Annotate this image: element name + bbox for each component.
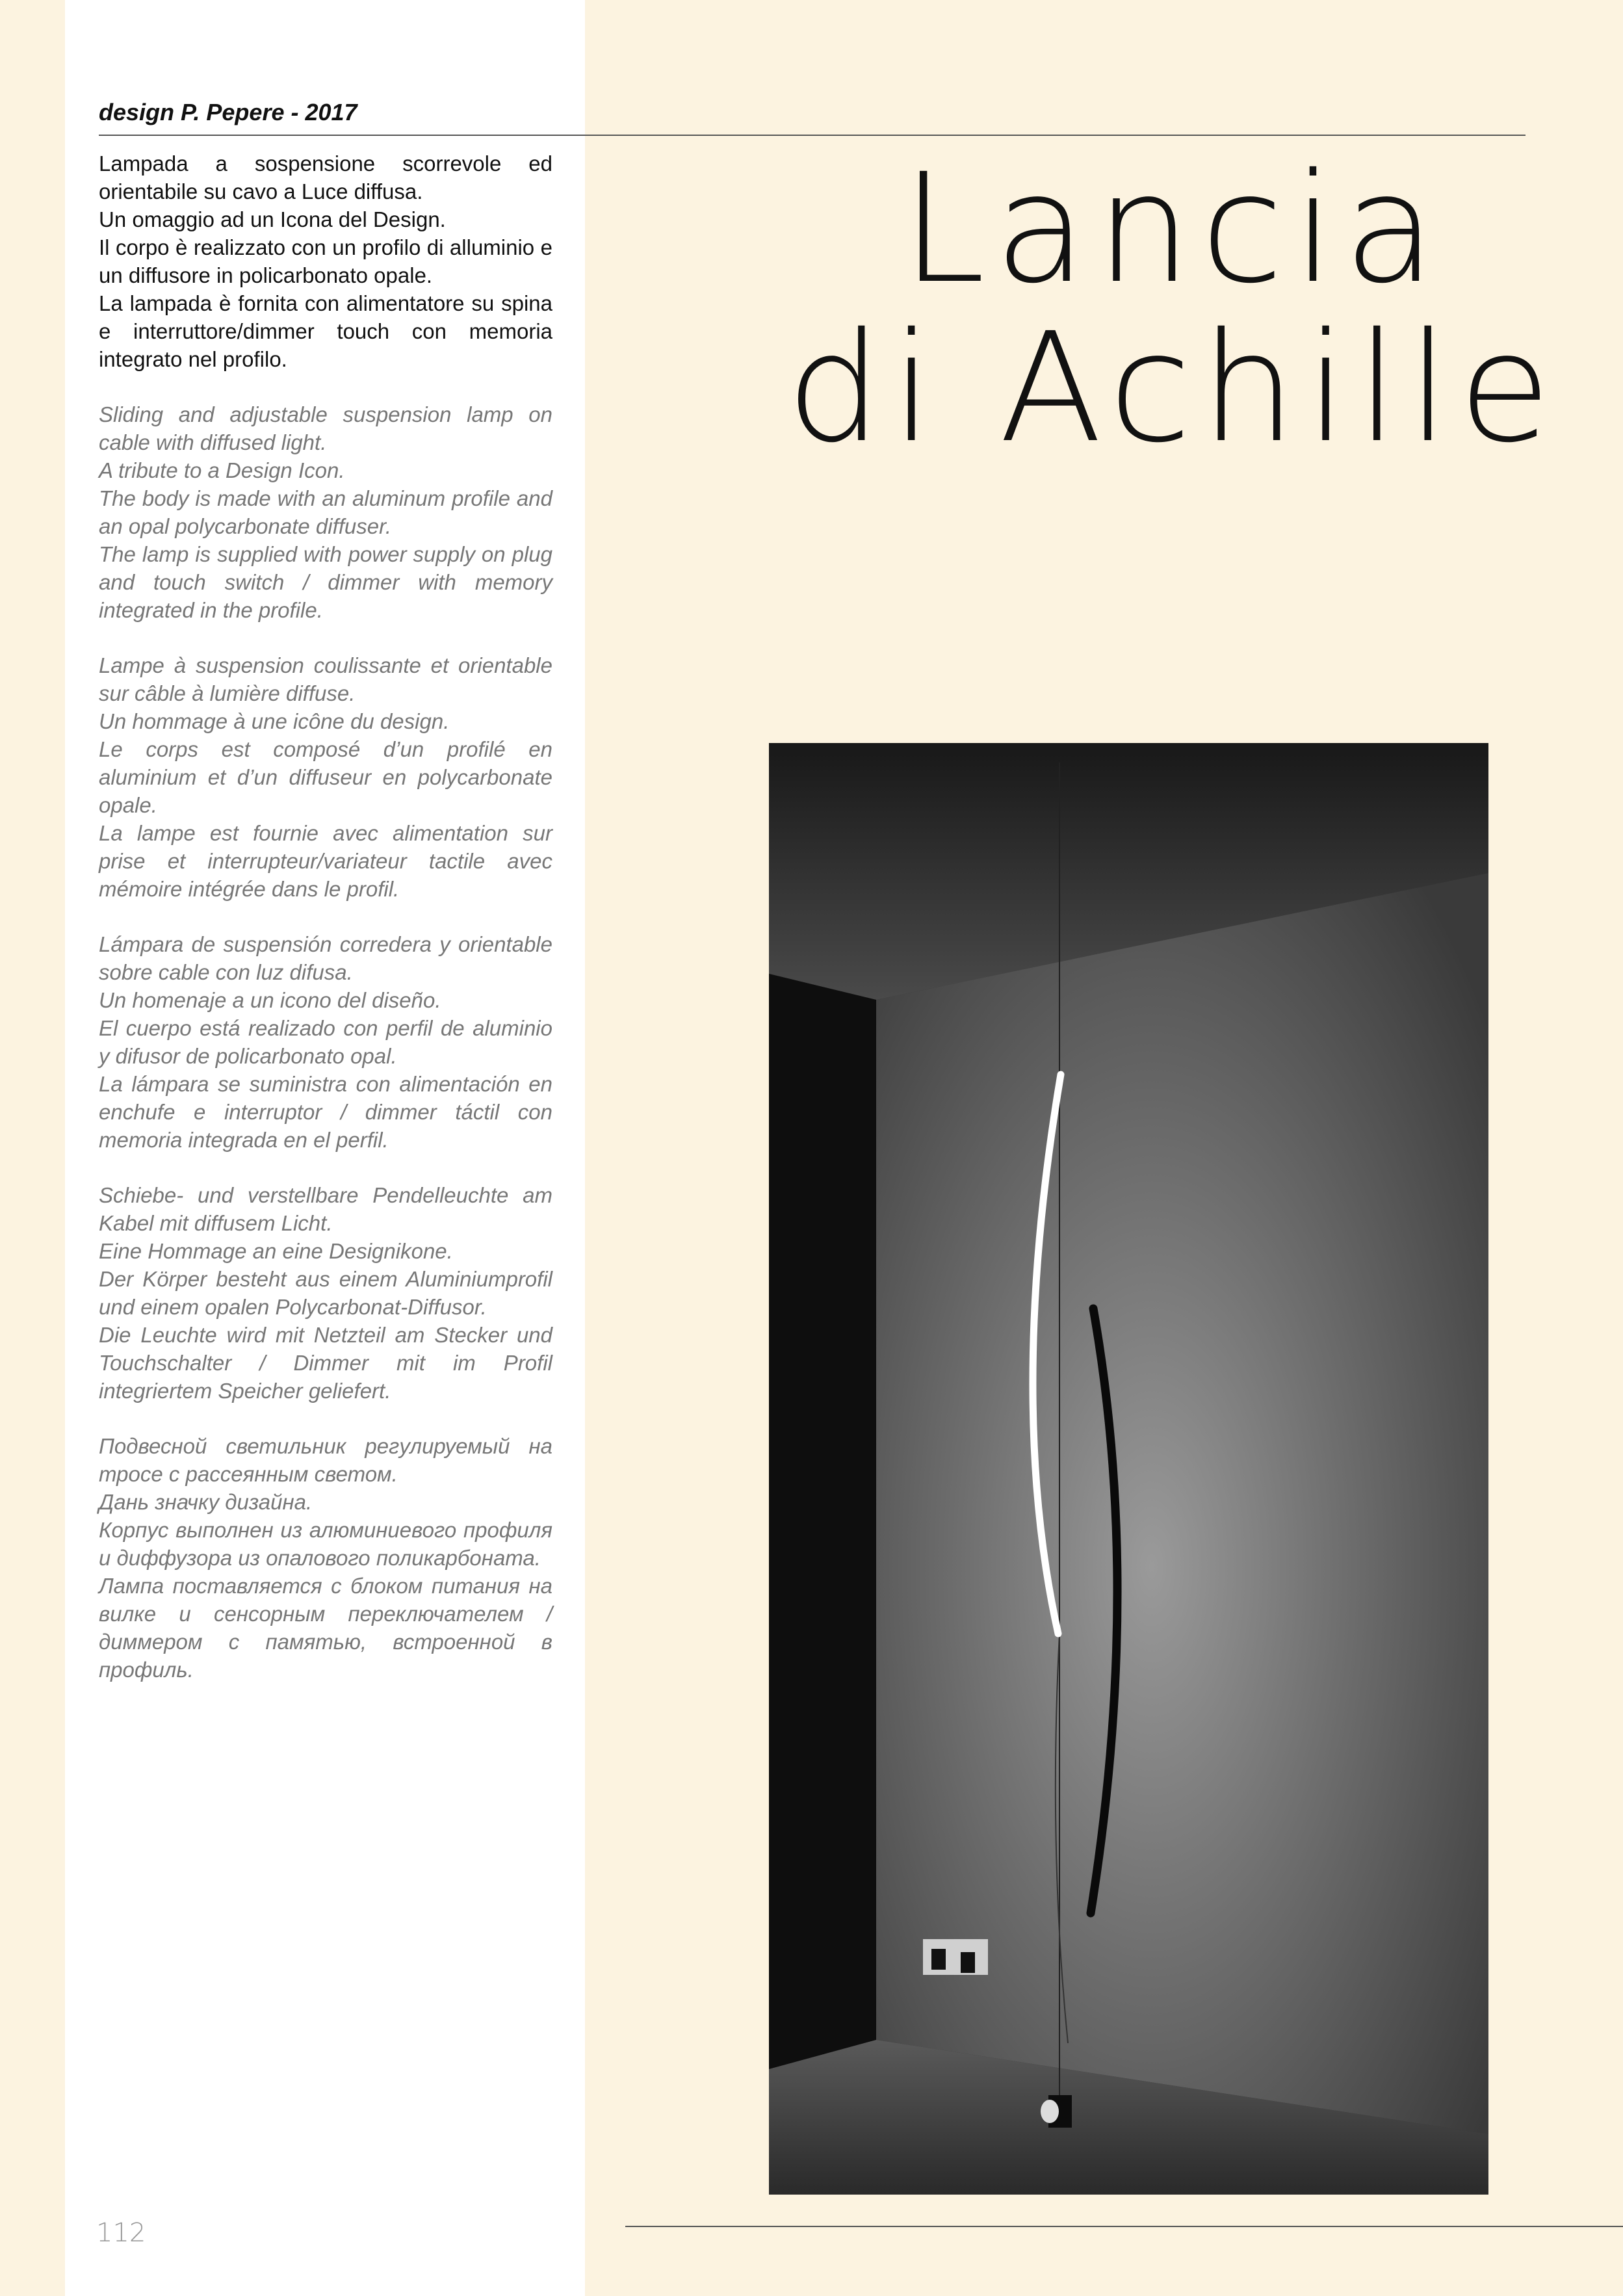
- description-italian: [99, 150, 552, 373]
- description-french: [99, 651, 552, 903]
- description-line: Lampada a sospensione scorrevole ed orientabile su cavo a Luce diffusa.: [99, 151, 552, 203]
- description-spanish: [99, 930, 552, 1154]
- description-line: La lampe est fournie avec alimentation sur prise et interrupteur/variateur tactile avec mémoire intégrée dans le profil.: [99, 821, 552, 901]
- product-title: [741, 141, 1605, 476]
- description-english: [99, 400, 552, 624]
- bottom-divider: [625, 2226, 1623, 2227]
- description-line: Lámpara de suspensión corredera y orientable sobre cable con luz difusa.: [99, 932, 552, 984]
- description-line: Дань значку дизайна.: [99, 1490, 313, 1514]
- power-plug: [1041, 2100, 1059, 2123]
- top-divider: [99, 135, 1526, 136]
- description-russian: [99, 1432, 552, 1684]
- description-german: [99, 1181, 552, 1405]
- page-number: 112: [96, 2218, 146, 2248]
- description-line: Eine Hommage an eine Designikone.: [99, 1239, 453, 1263]
- description-line: Le corps est composé d’un profilé en aluminium et d’un diffuseur en polycarbonate opale.: [99, 737, 552, 817]
- description-line: The lamp is supplied with power supply on plug and touch switch / dimmer with memory integrated in the profile.: [99, 542, 552, 622]
- description-line: Un homenaje a un icono del diseño.: [99, 988, 441, 1012]
- description-line: Der Körper besteht aus einem Aluminiumprofil und einem opalen Polycarbonat-Diffusor.: [99, 1267, 552, 1319]
- product-photo: [769, 743, 1488, 2195]
- description-line: Подвесной светильник регулируемый на тросе с рассеянным светом.: [99, 1434, 552, 1486]
- description-line: Лампа поставляется с блоком питания на вилке и сенсорным переключателем / диммером с памятью, встроенной в профиль.: [99, 1574, 552, 1682]
- title-line-1: Lancia: [901, 141, 1446, 317]
- description-line: Un hommage à une icône du design.: [99, 709, 450, 733]
- description-line: El cuerpo está realizado con perfil de aluminio y difusor de policarbonato opal.: [99, 1016, 552, 1068]
- description-line: La lámpara se suministra con alimentación en enchufe e interruptor / dimmer táctil con memoria integrada en el perfil.: [99, 1072, 552, 1152]
- design-credit: design P. Pepere - 2017: [99, 99, 357, 125]
- wall-plug: [931, 1949, 946, 1970]
- description-line: A tribute to a Design Icon.: [99, 458, 345, 482]
- description-line: Die Leuchte wird mit Netzteil am Stecker und Touchschalter / Dimmer mit im Profil integriertem Speicher geliefert.: [99, 1323, 552, 1403]
- description-line: Корпус выполнен из алюминиевого профиля и диффузора из опалового поликарбоната.: [99, 1518, 552, 1570]
- description-line: The body is made with an aluminum profile and an opal polycarbonate diffuser.: [99, 486, 552, 538]
- description-line: Lampe à suspension coulissante et orientable sur câble à lumière diffuse.: [99, 653, 552, 705]
- title-line-2: di Achille: [786, 300, 1561, 476]
- dark-side-wall: [769, 974, 876, 2069]
- description-line: Un omaggio ad un Icona del Design.: [99, 207, 446, 231]
- description-line: La lampada è fornita con alimentatore su spina e interruttore/dimmer touch con memoria integrato nel profilo.: [99, 291, 552, 371]
- description-column: [99, 150, 552, 1711]
- description-line: Il corpo è realizzato con un profilo di alluminio e un diffusore in policarbonato opale.: [99, 235, 552, 287]
- wall-plug: [961, 1952, 975, 1973]
- description-line: Sliding and adjustable suspension lamp on cable with diffused light.: [99, 402, 552, 454]
- description-line: Schiebe- und verstellbare Pendelleuchte am Kabel mit diffusem Licht.: [99, 1183, 552, 1235]
